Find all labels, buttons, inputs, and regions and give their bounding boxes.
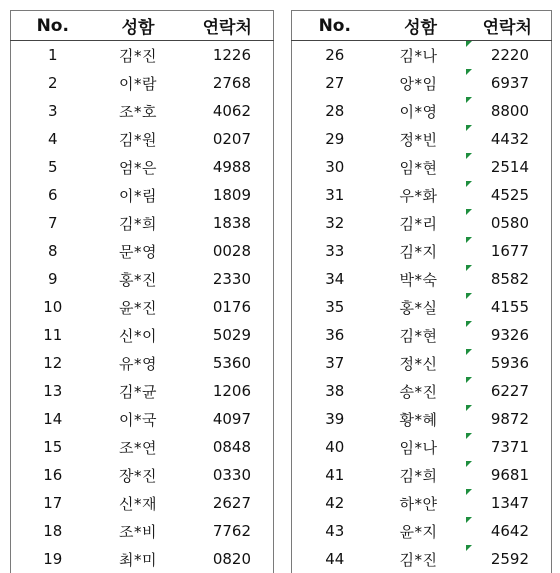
cell-name[interactable] [378,293,464,321]
cell-name-text: 황*혜 [400,411,438,429]
cell-no[interactable] [11,69,95,97]
cell-name-text: 정*신 [400,355,438,373]
cell-name-text: 이*국 [119,411,157,429]
cell-name[interactable] [378,433,464,461]
cell-phone-text: 0820 [213,550,251,568]
cell-phone[interactable] [182,41,274,70]
table-row [11,293,274,321]
cell-phone[interactable] [464,405,552,433]
header-name[interactable]: 성함 [95,11,182,41]
table-row [11,433,274,461]
cell-no[interactable] [11,41,95,70]
cell-name-text: 조*연 [119,439,157,457]
cell-name-text: 김*원 [119,131,157,149]
cell-name-text: 임*나 [400,439,438,457]
cell-phone[interactable] [464,321,552,349]
cell-phone-text: 1838 [213,214,251,232]
cell-no-text: 33 [325,242,344,260]
cell-no[interactable] [11,405,95,433]
cell-phone-text: 0580 [491,214,529,232]
cell-no[interactable] [11,517,95,545]
cell-name-text: 박*숙 [400,271,438,289]
cell-name-text: 유*영 [119,355,157,373]
cell-no[interactable] [292,517,378,545]
cell-name-text: 홍*실 [400,299,438,317]
cell-no[interactable] [11,349,95,377]
cell-name-text: 임*현 [400,159,438,177]
header-no[interactable]: No. [11,11,95,41]
cell-name-text: 정*빈 [400,131,438,149]
header-name[interactable]: 성함 [378,11,464,41]
cell-phone-text: 4432 [491,130,529,148]
cell-name-text: 윤*지 [400,523,438,541]
cell-name-text: 우*화 [400,187,438,205]
cell-name[interactable] [95,181,182,209]
cell-name[interactable] [378,321,464,349]
cell-phone-text: 4525 [491,186,529,204]
error-indicator-icon [466,321,472,327]
table-row [292,405,552,433]
cell-phone-text: 1226 [213,46,251,64]
cell-no[interactable] [292,405,378,433]
cell-no-text: 42 [325,494,344,512]
cell-phone[interactable] [464,377,552,405]
cell-phone[interactable] [182,293,274,321]
cell-name[interactable] [378,489,464,517]
cell-no-text: 12 [43,354,62,372]
cell-phone[interactable] [182,97,274,125]
cell-name[interactable] [95,209,182,237]
cell-name[interactable] [378,265,464,293]
cell-name[interactable] [378,545,464,573]
cell-name-text: 김*지 [400,243,438,261]
table-header [292,11,552,41]
cell-phone[interactable] [182,545,274,573]
cell-name-text: 김*희 [400,467,438,485]
cell-phone[interactable] [464,517,552,545]
cell-name-text: 김*진 [119,47,157,65]
table-row [292,489,552,517]
cell-phone-text: 1347 [491,494,529,512]
cell-name-text: 최*미 [119,551,157,569]
cell-phone-text: 0028 [213,242,251,260]
cell-name[interactable] [378,209,464,237]
header-phone[interactable]: 연락처 [182,11,274,41]
cell-no-text: 40 [325,438,344,456]
table-row [292,125,552,153]
cell-phone-text: 2514 [491,158,529,176]
cell-no[interactable] [292,41,378,70]
cell-no-text: 5 [48,158,58,176]
table-row [11,517,274,545]
cell-no-text: 14 [43,410,62,428]
table-row [292,237,552,265]
table-row [292,517,552,545]
cell-phone-text: 5360 [213,354,251,372]
cell-phone[interactable] [182,69,274,97]
cell-name-text: 김*리 [400,215,438,233]
cell-no[interactable] [292,461,378,489]
cell-phone[interactable] [464,153,552,181]
cell-no[interactable] [11,181,95,209]
cell-no-text: 18 [43,522,62,540]
cell-name[interactable] [95,41,182,70]
table-row [292,153,552,181]
cell-name[interactable] [378,153,464,181]
cell-no[interactable] [292,237,378,265]
cell-name[interactable] [378,97,464,125]
cell-no-text: 19 [43,550,62,568]
header-phone[interactable]: 연락처 [464,11,552,41]
cell-name[interactable] [378,349,464,377]
cell-name-text: 하*얀 [400,495,438,513]
cell-phone[interactable] [182,489,274,517]
cell-phone-text: 4988 [213,158,251,176]
table-row [11,461,274,489]
cell-name[interactable] [95,265,182,293]
cell-no-text: 44 [325,550,344,568]
cell-name-text: 김*나 [400,47,438,65]
cell-phone[interactable] [464,181,552,209]
table-row [292,377,552,405]
cell-name[interactable] [378,41,464,70]
cell-phone[interactable] [464,461,552,489]
table-row [11,265,274,293]
cell-no[interactable] [292,545,378,573]
table-row [11,153,274,181]
cell-name-text: 김*희 [119,215,157,233]
table-row [11,545,274,573]
cell-no[interactable] [11,265,95,293]
cell-name[interactable] [95,125,182,153]
cell-phone-text: 0176 [213,298,251,316]
cell-name[interactable] [378,69,464,97]
cell-no[interactable] [292,489,378,517]
table-body [292,41,552,573]
cell-no[interactable] [292,181,378,209]
cell-phone-text: 6937 [491,74,529,92]
cell-phone[interactable] [182,237,274,265]
cell-phone[interactable] [182,265,274,293]
cell-phone-text: 0330 [213,466,251,484]
cell-no[interactable] [292,349,378,377]
cell-no-text: 38 [325,382,344,400]
error-indicator-icon [466,125,472,131]
cell-name-text: 이*영 [400,103,438,121]
cell-no-text: 26 [325,46,344,64]
cell-phone-text: 5936 [491,354,529,372]
cell-phone-text: 7762 [213,522,251,540]
cell-no-text: 1 [48,46,58,64]
cell-phone[interactable] [464,41,552,70]
cell-phone[interactable] [182,181,274,209]
table-row [11,69,274,97]
cell-no-text: 32 [325,214,344,232]
cell-name[interactable] [95,405,182,433]
cell-phone-text: 1206 [213,382,251,400]
cell-phone-text: 1677 [491,242,529,260]
cell-phone-text: 4155 [491,298,529,316]
cell-no-text: 15 [43,438,62,456]
cell-phone-text: 4062 [213,102,251,120]
cell-name-text: 문*영 [119,243,157,261]
cell-no[interactable] [11,293,95,321]
error-indicator-icon [466,237,472,243]
cell-phone-text: 6227 [491,382,529,400]
cell-phone-text: 4097 [213,410,251,428]
cell-name-text: 이*람 [119,75,157,93]
cell-name[interactable] [378,517,464,545]
cell-name[interactable] [378,237,464,265]
cell-phone[interactable] [182,153,274,181]
cell-no-text: 10 [43,298,62,316]
cell-phone-text: 9872 [491,410,529,428]
cell-name-text: 김*현 [400,327,438,345]
cell-phone[interactable] [464,349,552,377]
table-row [292,181,552,209]
cell-phone[interactable] [464,433,552,461]
table-row [11,489,274,517]
cell-no[interactable] [292,321,378,349]
cell-name-text: 송*진 [400,383,438,401]
cell-no-text: 8 [48,242,58,260]
cell-name-text: 홍*진 [119,271,157,289]
cell-phone[interactable] [182,461,274,489]
cell-phone[interactable] [464,125,552,153]
cell-no-text: 11 [43,326,62,344]
cell-no[interactable] [292,265,378,293]
cell-no[interactable] [292,153,378,181]
cell-name[interactable] [95,349,182,377]
table-body [11,41,274,573]
cell-phone[interactable] [464,209,552,237]
cell-phone[interactable] [464,265,552,293]
cell-name-text: 윤*진 [119,299,157,317]
cell-no-text: 34 [325,270,344,288]
cell-no-text: 4 [48,130,58,148]
cell-no[interactable] [292,209,378,237]
cell-name[interactable] [378,181,464,209]
table-row [11,97,274,125]
cell-no[interactable] [11,461,95,489]
cell-name[interactable] [95,293,182,321]
cell-name-text: 김*균 [119,383,157,401]
cell-name-text: 김*진 [400,551,438,569]
cell-name[interactable] [95,545,182,573]
table-row [11,125,274,153]
cell-phone-text: 7371 [491,438,529,456]
table-row [11,321,274,349]
cell-phone[interactable] [464,69,552,97]
cell-name[interactable] [95,517,182,545]
error-indicator-icon [466,545,472,551]
table-row [292,293,552,321]
error-indicator-icon [466,517,472,523]
cell-phone-text: 2330 [213,270,251,288]
cell-name[interactable] [95,69,182,97]
cell-phone[interactable] [182,405,274,433]
cell-name-text: 장*진 [119,467,157,485]
cell-no-text: 37 [325,354,344,372]
cell-no[interactable] [11,321,95,349]
error-indicator-icon [466,489,472,495]
table-row [11,237,274,265]
cell-phone-text: 9681 [491,466,529,484]
cell-no[interactable] [292,69,378,97]
cell-no[interactable] [11,377,95,405]
contact-table-left [10,10,274,573]
cell-no-text: 41 [325,466,344,484]
cell-phone[interactable] [182,433,274,461]
cell-no-text: 9 [48,270,58,288]
cell-name-text: 조*호 [119,103,157,121]
cell-no-text: 2 [48,74,58,92]
cell-no[interactable] [292,125,378,153]
cell-name[interactable] [95,461,182,489]
cell-name-text: 조*비 [119,523,157,541]
table-row [292,321,552,349]
cell-no[interactable] [292,377,378,405]
cell-name[interactable] [95,153,182,181]
cell-no-text: 3 [48,102,58,120]
cell-phone-text: 0207 [213,130,251,148]
cell-name[interactable] [378,377,464,405]
cell-phone-text: 8800 [491,102,529,120]
cell-no-text: 16 [43,466,62,484]
error-indicator-icon [466,153,472,159]
cell-name-text: 엄*은 [119,159,157,177]
cell-name[interactable] [378,461,464,489]
error-indicator-icon [466,97,472,103]
cell-name[interactable] [95,97,182,125]
cell-phone-text: 0848 [213,438,251,456]
table-row [11,41,274,70]
cell-phone[interactable] [182,125,274,153]
contact-table-right [291,10,552,573]
error-indicator-icon [466,349,472,355]
table-header [11,11,274,41]
cell-name[interactable] [378,405,464,433]
cell-phone-text: 9326 [491,326,529,344]
cell-name-text: 이*림 [119,187,157,205]
cell-no-text: 31 [325,186,344,204]
cell-name[interactable] [95,489,182,517]
table-row [11,405,274,433]
cell-no[interactable] [11,209,95,237]
error-indicator-icon [466,293,472,299]
cell-no[interactable] [11,153,95,181]
table-row [292,97,552,125]
cell-name-text: 앙*임 [400,75,438,93]
cell-no[interactable] [11,489,95,517]
cell-no-text: 30 [325,158,344,176]
cell-no-text: 6 [48,186,58,204]
cell-no[interactable] [292,433,378,461]
cell-phone-text: 8582 [491,270,529,288]
cell-phone-text: 2768 [213,74,251,92]
cell-phone[interactable] [182,377,274,405]
cell-phone[interactable] [464,489,552,517]
cell-no-text: 17 [43,494,62,512]
cell-no-text: 29 [325,130,344,148]
table-row [292,41,552,70]
cell-phone-text: 2220 [491,46,529,64]
cell-phone[interactable] [464,545,552,573]
error-indicator-icon [466,69,472,75]
cell-no-text: 35 [325,298,344,316]
cell-no[interactable] [11,433,95,461]
table-row [292,461,552,489]
error-indicator-icon [466,405,472,411]
cell-no[interactable] [11,545,95,573]
cell-name-text: 신*이 [119,327,157,345]
cell-phone[interactable] [182,517,274,545]
cell-no-text: 13 [43,382,62,400]
cell-phone-text: 2627 [213,494,251,512]
table-row [11,209,274,237]
cell-no[interactable] [292,97,378,125]
cell-no[interactable] [292,293,378,321]
cell-no-text: 27 [325,74,344,92]
cell-phone-text: 5029 [213,326,251,344]
cell-no[interactable] [11,237,95,265]
cell-phone[interactable] [182,349,274,377]
error-indicator-icon [466,461,472,467]
table-row [11,349,274,377]
table-row [292,209,552,237]
error-indicator-icon [466,265,472,271]
cell-name[interactable] [95,321,182,349]
error-indicator-icon [466,433,472,439]
cell-no[interactable] [11,97,95,125]
table-row [292,69,552,97]
table-row [292,545,552,573]
cell-phone[interactable] [182,321,274,349]
cell-name[interactable] [378,125,464,153]
cell-no[interactable] [11,125,95,153]
cell-no-text: 39 [325,410,344,428]
cell-no-text: 7 [48,214,58,232]
cell-no-text: 28 [325,102,344,120]
header-no[interactable]: No. [292,11,378,41]
table-row [292,433,552,461]
cell-phone-text: 2592 [491,550,529,568]
table-row [11,181,274,209]
error-indicator-icon [466,41,472,47]
cell-phone[interactable] [464,97,552,125]
cell-name-text: 신*재 [119,495,157,513]
cell-no-text: 43 [325,522,344,540]
cell-name[interactable] [95,377,182,405]
error-indicator-icon [466,209,472,215]
error-indicator-icon [466,181,472,187]
table-row [11,377,274,405]
cell-name[interactable] [95,237,182,265]
cell-no-text: 36 [325,326,344,344]
table-row [292,265,552,293]
error-indicator-icon [466,377,472,383]
table-row [292,349,552,377]
cell-phone[interactable] [464,293,552,321]
cell-phone-text: 1809 [213,186,251,204]
cell-phone[interactable] [464,237,552,265]
cell-name[interactable] [95,433,182,461]
cell-phone[interactable] [182,209,274,237]
cell-phone-text: 4642 [491,522,529,540]
